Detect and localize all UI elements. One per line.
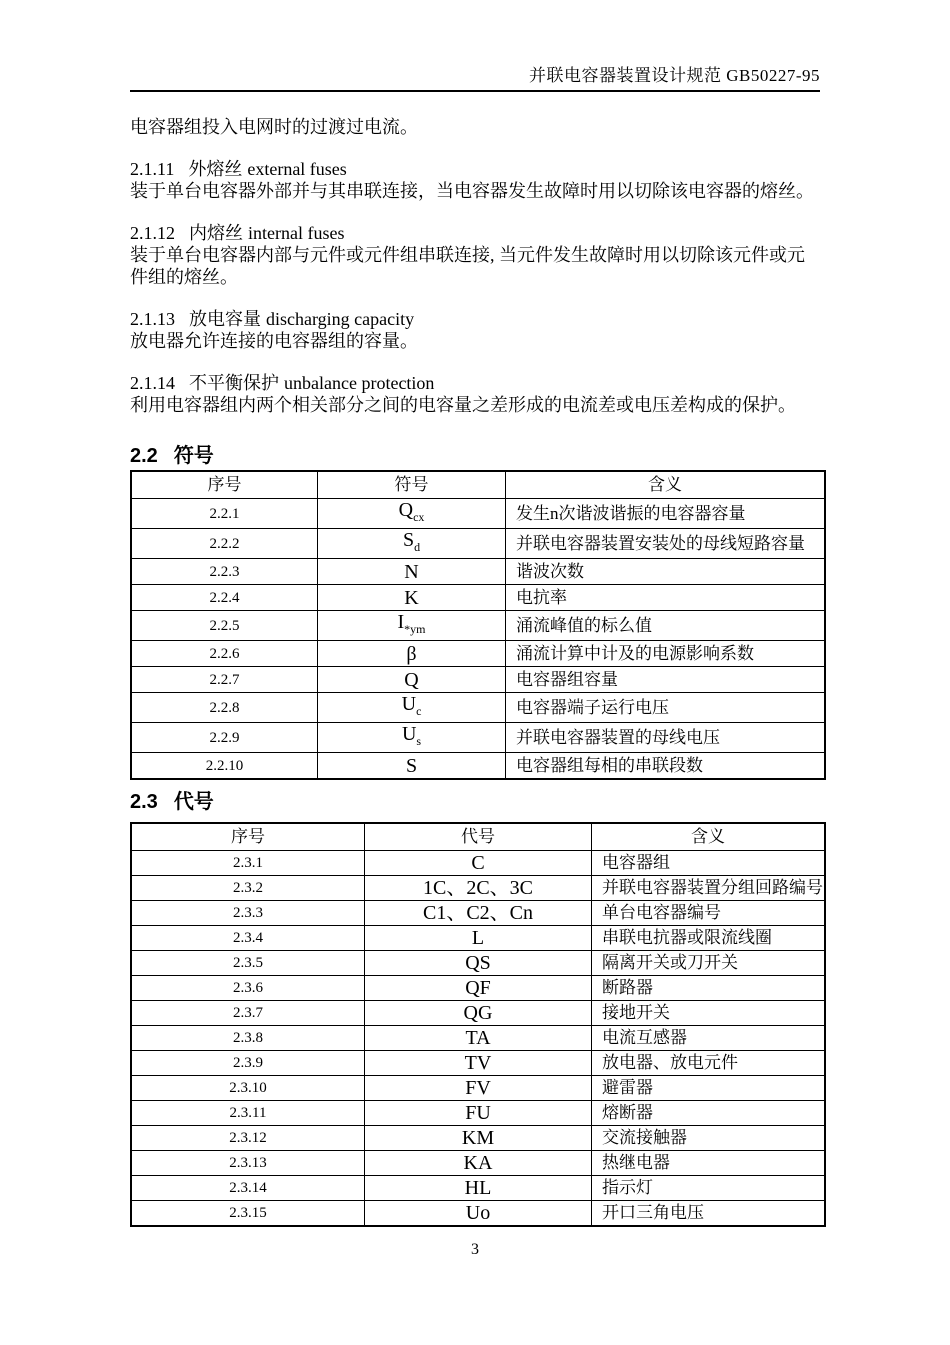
row-number-cell: 2.2.5 (131, 611, 318, 641)
row-number-cell: 2.3.8 (131, 1026, 365, 1051)
row-number-cell: 2.2.9 (131, 723, 318, 753)
row-symbol-cell: β (318, 641, 506, 667)
row-meaning-cell: 放电器、放电元件 (592, 1051, 826, 1076)
definition-heading (130, 222, 820, 244)
codes-table-body (131, 851, 825, 1227)
row-code-cell: TA (365, 1026, 592, 1051)
section-heading-codes (130, 790, 820, 814)
row-symbol-cell: $S_d$ (318, 529, 506, 559)
row-symbol-cell: $I_{*ym}$ (318, 611, 506, 641)
row-code-cell: FV (365, 1076, 592, 1101)
table-row (131, 1151, 825, 1176)
table-row (131, 1051, 825, 1076)
definition-number: 2.1.12 (130, 223, 175, 243)
table-row (131, 723, 825, 753)
row-symbol-cell: K (318, 585, 506, 611)
row-meaning-cell: 避雷器 (592, 1076, 826, 1101)
row-meaning-cell: 单台电容器编号 (592, 901, 826, 926)
row-number-cell: 2.3.7 (131, 1001, 365, 1026)
definition-term: 内熔丝 (189, 223, 243, 243)
row-meaning-cell: 电容器组 (592, 851, 826, 876)
header-row (131, 823, 825, 851)
row-number-cell: 2.3.9 (131, 1051, 365, 1076)
table-row (131, 876, 825, 901)
section-title: 符号 (173, 445, 214, 467)
row-meaning-cell: 交流接触器 (592, 1126, 826, 1151)
definition-number: 2.1.11 (130, 159, 175, 179)
row-meaning-cell: 发生n次谐波谐振的电容器容量 (506, 499, 826, 529)
definition-number: 2.1.14 (130, 373, 175, 393)
row-meaning-cell: 熔断器 (592, 1101, 826, 1126)
table-row (131, 667, 825, 693)
row-meaning-cell: 断路器 (592, 976, 826, 1001)
row-number-cell: 2.2.1 (131, 499, 318, 529)
row-meaning-cell: 涌流计算中计及的电源影响系数 (506, 641, 826, 667)
row-code-cell: QF (365, 976, 592, 1001)
header-row (131, 471, 825, 499)
row-symbol-cell: $U_s$ (318, 723, 506, 753)
row-number-cell: 2.3.5 (131, 951, 365, 976)
row-meaning-cell: 开口三角电压 (592, 1201, 826, 1227)
row-meaning-cell: 谐波次数 (506, 559, 826, 585)
row-number-cell: 2.2.10 (131, 753, 318, 780)
definition-term-en: discharging capacity (266, 309, 415, 329)
row-code-cell: L (365, 926, 592, 951)
row-code-cell: Uo (365, 1201, 592, 1227)
column-header-number: 序号 (131, 823, 365, 851)
column-header-meaning: 含义 (592, 823, 826, 851)
table-row (131, 926, 825, 951)
row-symbol-cell: $U_c$ (318, 693, 506, 723)
row-meaning-cell: 串联电抗器或限流线圈 (592, 926, 826, 951)
row-number-cell: 2.2.8 (131, 693, 318, 723)
definition-item (130, 372, 820, 416)
definition-item (130, 222, 820, 288)
table-row (131, 1076, 825, 1101)
definition-heading (130, 372, 820, 394)
definition-number: 2.1.13 (130, 309, 175, 329)
row-number-cell: 2.3.11 (131, 1101, 365, 1126)
definition-term: 外熔丝 (188, 159, 243, 179)
table-row (131, 499, 825, 529)
row-meaning-cell: 并联电容器装置的母线电压 (506, 723, 826, 753)
table-row (131, 693, 825, 723)
row-meaning-cell: 电容器组容量 (506, 667, 826, 693)
definition-body: 放电器允许连接的电容器组的容量。 (130, 331, 418, 351)
row-meaning-cell: 并联电容器装置分组回路编号 (592, 876, 826, 901)
row-code-cell: QS (365, 951, 592, 976)
row-meaning-cell: 电抗率 (506, 585, 826, 611)
table-row (131, 611, 825, 641)
row-meaning-cell: 接地开关 (592, 1001, 826, 1026)
definition-heading (130, 158, 820, 180)
row-number-cell: 2.3.10 (131, 1076, 365, 1101)
definition-body: 装于单台电容器外部并与其串联连接，当电容器发生故障时用以切除该电容器的熔丝。 (130, 181, 814, 201)
row-meaning-cell: 指示灯 (592, 1176, 826, 1201)
codes-table-head (131, 823, 825, 851)
row-number-cell: 2.3.6 (131, 976, 365, 1001)
table-row (131, 1101, 825, 1126)
row-meaning-cell: 电容器端子运行电压 (506, 693, 826, 723)
column-header-number: 序号 (131, 471, 318, 499)
row-number-cell: 2.2.2 (131, 529, 318, 559)
row-code-cell: HL (365, 1176, 592, 1201)
row-meaning-cell: 热继电器 (592, 1151, 826, 1176)
row-number-cell: 2.2.6 (131, 641, 318, 667)
table-row (131, 585, 825, 611)
definition-item (130, 158, 820, 202)
definition-term-en: external fuses (247, 159, 347, 179)
row-meaning-cell: 隔离开关或刀开关 (592, 951, 826, 976)
row-number-cell: 2.3.2 (131, 876, 365, 901)
document-body (130, 116, 823, 1227)
row-number-cell: 2.3.3 (131, 901, 365, 926)
row-meaning-cell: 涌流峰值的标么值 (506, 611, 826, 641)
table-row (131, 529, 825, 559)
row-number-cell: 2.3.12 (131, 1126, 365, 1151)
symbols-table (130, 470, 826, 780)
definition-heading (130, 308, 820, 330)
table-row (131, 1176, 825, 1201)
table-row (131, 1201, 825, 1227)
row-number-cell: 2.3.1 (131, 851, 365, 876)
column-header-symbol: 符号 (318, 471, 506, 499)
column-header-code: 代号 (365, 823, 592, 851)
table-row (131, 641, 825, 667)
table-row (131, 901, 825, 926)
row-code-cell: C1、C2、Cn (365, 901, 592, 926)
row-symbol-cell: Q (318, 667, 506, 693)
section-number: 2.2 (130, 445, 158, 467)
definition-term-en: internal fuses (248, 223, 345, 243)
table-row (131, 753, 825, 780)
row-number-cell: 2.3.13 (131, 1151, 365, 1176)
row-number-cell: 2.3.4 (131, 926, 365, 951)
section-number: 2.3 (130, 791, 158, 813)
table-row (131, 1126, 825, 1151)
row-code-cell: QG (365, 1001, 592, 1026)
definition-body: 利用电容器组内两个相关部分之间的电容量之差形成的电流差或电压差构成的保护。 (130, 395, 796, 415)
intro-paragraph: 电容器组投入电网时的过渡过电流。 (130, 117, 418, 137)
row-code-cell: KA (365, 1151, 592, 1176)
row-meaning-cell: 并联电容器装置安装处的母线短路容量 (506, 529, 826, 559)
row-code-cell: C (365, 851, 592, 876)
section-title: 代号 (173, 791, 214, 813)
row-code-cell: 1C、2C、3C (365, 876, 592, 901)
row-symbol-cell: S (318, 753, 506, 780)
symbols-table-body (131, 499, 825, 780)
row-code-cell: FU (365, 1101, 592, 1126)
row-number-cell: 2.2.7 (131, 667, 318, 693)
table-row (131, 851, 825, 876)
row-code-cell: KM (365, 1126, 592, 1151)
row-number-cell: 2.2.4 (131, 585, 318, 611)
column-header-meaning: 含义 (506, 471, 826, 499)
definition-item (130, 308, 820, 352)
table-row (131, 1001, 825, 1026)
row-meaning-cell: 电流互感器 (592, 1026, 826, 1051)
table-row (131, 976, 825, 1001)
row-number-cell: 2.3.15 (131, 1201, 365, 1227)
table-row (131, 559, 825, 585)
row-number-cell: 2.3.14 (131, 1176, 365, 1201)
table-row (131, 1026, 825, 1051)
section-heading-symbols (130, 444, 820, 468)
definition-term-en: unbalance protection (284, 373, 435, 393)
definition-term: 放电容量 (189, 309, 261, 329)
row-symbol-cell: N (318, 559, 506, 585)
codes-table (130, 822, 826, 1227)
row-code-cell: TV (365, 1051, 592, 1076)
row-meaning-cell: 电容器组每相的串联段数 (506, 753, 826, 780)
definition-term: 不平衡保护 (189, 373, 279, 393)
header-title: 并联电容器装置设计规范 GB50227-95 (130, 66, 820, 92)
definition-body: 装于单台电容器内部与元件或元件组串联连接, 当元件发生故障时用以切除该元件或元件组的熔丝。 (130, 245, 805, 287)
row-symbol-cell: $Q_{cx}$ (318, 499, 506, 529)
row-number-cell: 2.2.3 (131, 559, 318, 585)
page-number: 3 (471, 1241, 479, 1258)
table-row (131, 951, 825, 976)
symbols-table-head (131, 471, 825, 499)
